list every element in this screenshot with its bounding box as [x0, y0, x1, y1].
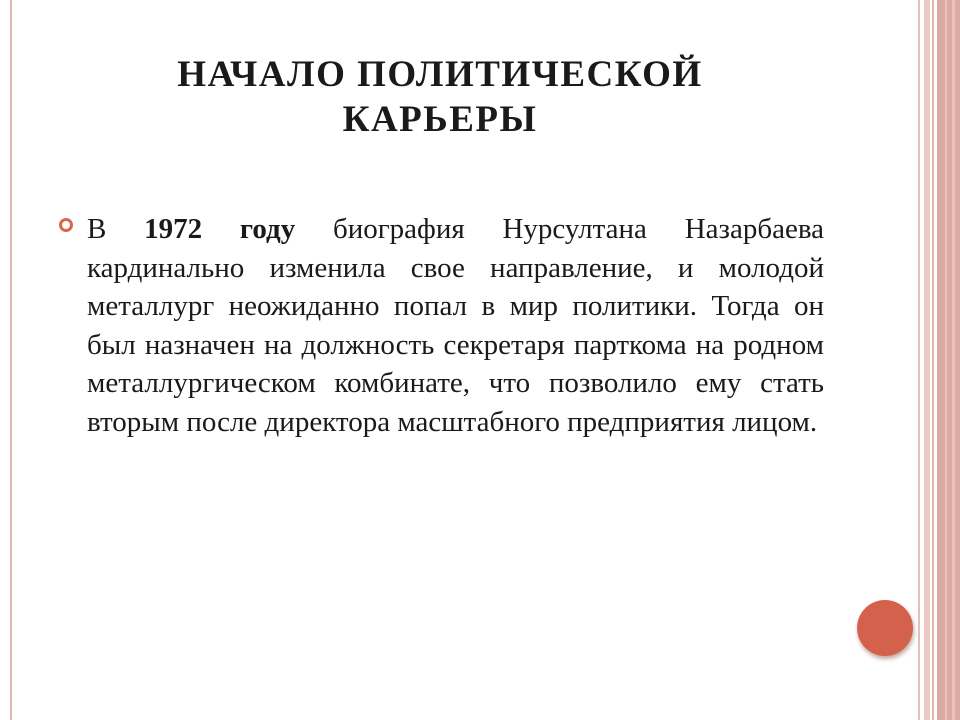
- body-paragraph: [87, 210, 824, 441]
- title-line-2: КАРЬЕРЫ: [342, 99, 538, 140]
- stripe: [952, 0, 955, 720]
- paragraph-text-start: В: [87, 213, 145, 245]
- stripe: [945, 0, 947, 720]
- stripe: [937, 0, 960, 720]
- paragraph-bold-year: 1972 году: [144, 213, 296, 245]
- title-line-1: НАЧАЛО ПОЛИТИЧЕСКОЙ: [177, 54, 703, 95]
- left-edge-line: [10, 0, 12, 720]
- next-slide-circle-button[interactable]: [857, 600, 913, 656]
- bullet-circle-icon: [59, 218, 73, 232]
- right-decorative-stripes: [918, 0, 960, 720]
- slide-title: [120, 52, 760, 142]
- stripe: [918, 0, 920, 720]
- stripe: [932, 0, 934, 720]
- paragraph-text-rest: биография Нурсултана Назарбаева кардинально изменила свое направление, и молодой металлург неожиданно попал в мир политики. Тогда он был назначен на должность секретаря парткома на родном металлургическом комбинате, что позволило ему стать вторым после директора масштабного предприятия лицом.: [87, 213, 825, 438]
- stripe: [924, 0, 930, 720]
